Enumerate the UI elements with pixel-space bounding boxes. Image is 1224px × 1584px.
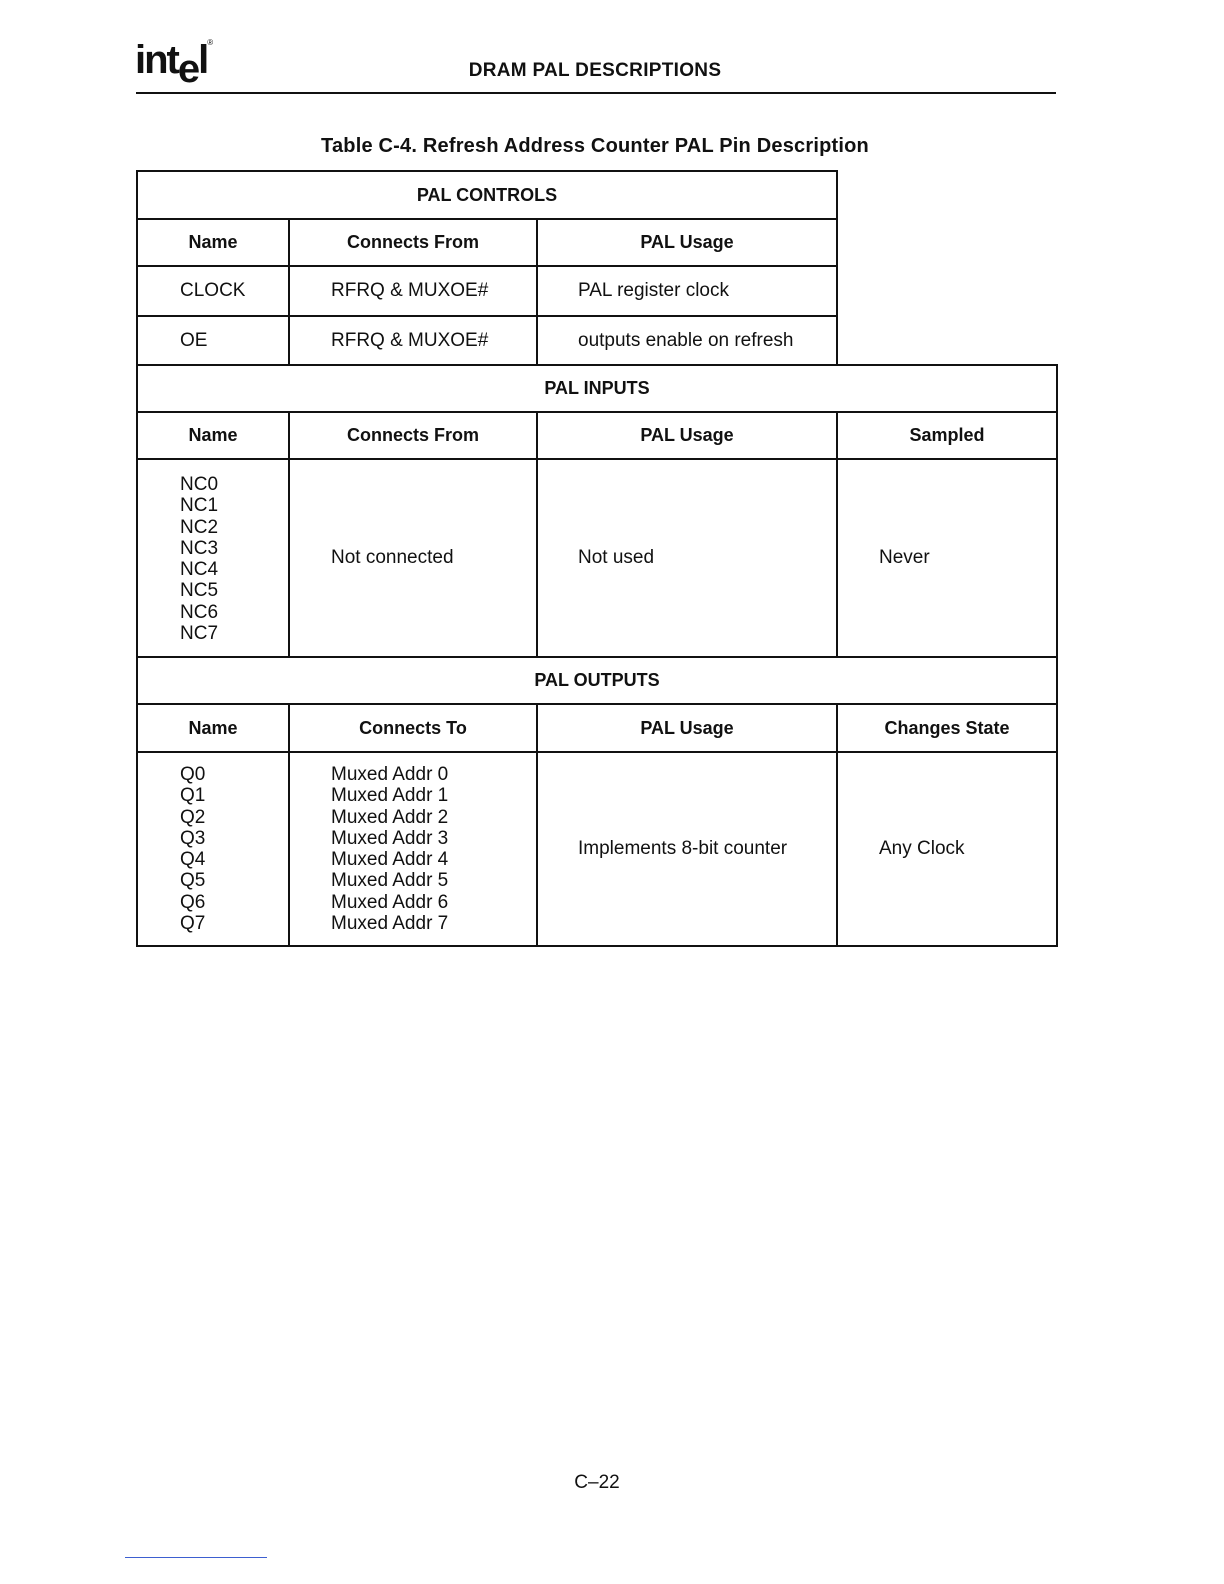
- table-line: [288, 411, 290, 658]
- table-line: [136, 703, 1058, 705]
- list-item: Q2: [180, 806, 206, 828]
- list-item: NC4: [180, 559, 219, 581]
- table-line: [836, 170, 838, 366]
- list-item: Q5: [180, 870, 206, 892]
- list-item: Q1: [180, 785, 206, 807]
- controls-row-2-connects: RFRQ & MUXOE#: [331, 329, 489, 351]
- table-caption: Table C-4. Refresh Address Counter PAL Pin Description: [321, 135, 869, 157]
- list-item: NC5: [180, 580, 219, 602]
- outputs-usage: Implements 8-bit counter: [578, 838, 788, 859]
- bottom-link-line: [125, 1557, 267, 1558]
- header-rule: [136, 92, 1056, 94]
- list-item: Q4: [180, 849, 206, 871]
- outputs-changes-state: Any Clock: [879, 838, 965, 859]
- outputs-section-title: PAL OUTPUTS: [534, 670, 660, 690]
- list-item: NC3: [180, 537, 219, 559]
- list-item: Muxed Addr 5: [331, 870, 449, 892]
- controls-section-title: PAL CONTROLS: [416, 184, 558, 205]
- list-item: Muxed Addr 1: [331, 785, 449, 807]
- table-line: [136, 458, 1058, 460]
- table-line: [136, 218, 838, 220]
- header-title: DRAM PAL DESCRIPTIONS: [468, 60, 722, 81]
- table-border-right: [1056, 364, 1058, 947]
- table-border-bottom: [136, 945, 1058, 947]
- list-item: Q6: [180, 891, 206, 913]
- list-item: NC7: [180, 623, 219, 645]
- list-item: Q3: [180, 827, 206, 849]
- inputs-col-pal-usage: PAL Usage: [640, 425, 734, 445]
- outputs-col-name: Name: [188, 717, 238, 738]
- list-item: Muxed Addr 7: [331, 913, 449, 935]
- intel-logo: intel®: [135, 38, 212, 91]
- list-item: Muxed Addr 3: [331, 827, 449, 849]
- inputs-col-connects-from: Connects From: [346, 425, 479, 445]
- list-item: Muxed Addr 0: [331, 764, 449, 785]
- list-item: Muxed Addr 4: [331, 849, 449, 871]
- list-item: NC6: [180, 601, 219, 623]
- outputs-col-pal-usage: PAL Usage: [640, 717, 734, 738]
- table-line: [288, 218, 290, 366]
- table-line: [836, 703, 838, 947]
- page-number: C–22: [574, 1472, 620, 1493]
- table-line: [136, 751, 1058, 753]
- controls-row-1-usage: PAL register clock: [578, 280, 729, 301]
- table-border-top: [136, 170, 838, 172]
- inputs-usage: Not used: [578, 547, 655, 568]
- inputs-col-name: Name: [188, 425, 238, 445]
- outputs-name-list: [180, 764, 280, 934]
- list-item: NC2: [180, 516, 219, 538]
- list-item: Muxed Addr 2: [331, 806, 449, 828]
- table-line: [536, 703, 538, 947]
- list-item: Q0: [180, 764, 206, 785]
- table-line: [136, 656, 1058, 658]
- table-line: [136, 411, 1058, 413]
- inputs-sampled: Never: [879, 547, 930, 568]
- controls-col-pal-usage: PAL Usage: [640, 232, 734, 252]
- controls-row-1-connects: RFRQ & MUXOE#: [331, 280, 489, 301]
- inputs-name-list: [180, 474, 280, 644]
- controls-col-connects-from: Connects From: [346, 232, 479, 252]
- outputs-connects-list: [331, 764, 531, 934]
- outputs-col-changes-state: Changes State: [884, 717, 1010, 738]
- outputs-col-connects-to: Connects To: [359, 717, 467, 738]
- inputs-connects: Not connected: [331, 547, 454, 568]
- table-line: [136, 315, 838, 317]
- table-line: [836, 411, 838, 658]
- controls-row-1-name: CLOCK: [180, 280, 246, 301]
- table-line: [536, 218, 538, 366]
- table-line: [136, 364, 1058, 366]
- list-item: NC1: [180, 495, 219, 517]
- table-line: [288, 703, 290, 947]
- table-line: [136, 265, 838, 267]
- table-line: [536, 411, 538, 658]
- controls-row-2-usage: outputs enable on refresh: [578, 329, 794, 351]
- controls-col-name: Name: [188, 232, 238, 252]
- list-item: Muxed Addr 6: [331, 891, 449, 913]
- inputs-section-title: PAL INPUTS: [544, 378, 650, 398]
- table-border-left: [136, 170, 138, 947]
- inputs-col-sampled: Sampled: [909, 425, 985, 445]
- controls-row-2-name: OE: [180, 329, 208, 351]
- list-item: Q7: [180, 913, 206, 935]
- list-item: NC0: [180, 474, 219, 495]
